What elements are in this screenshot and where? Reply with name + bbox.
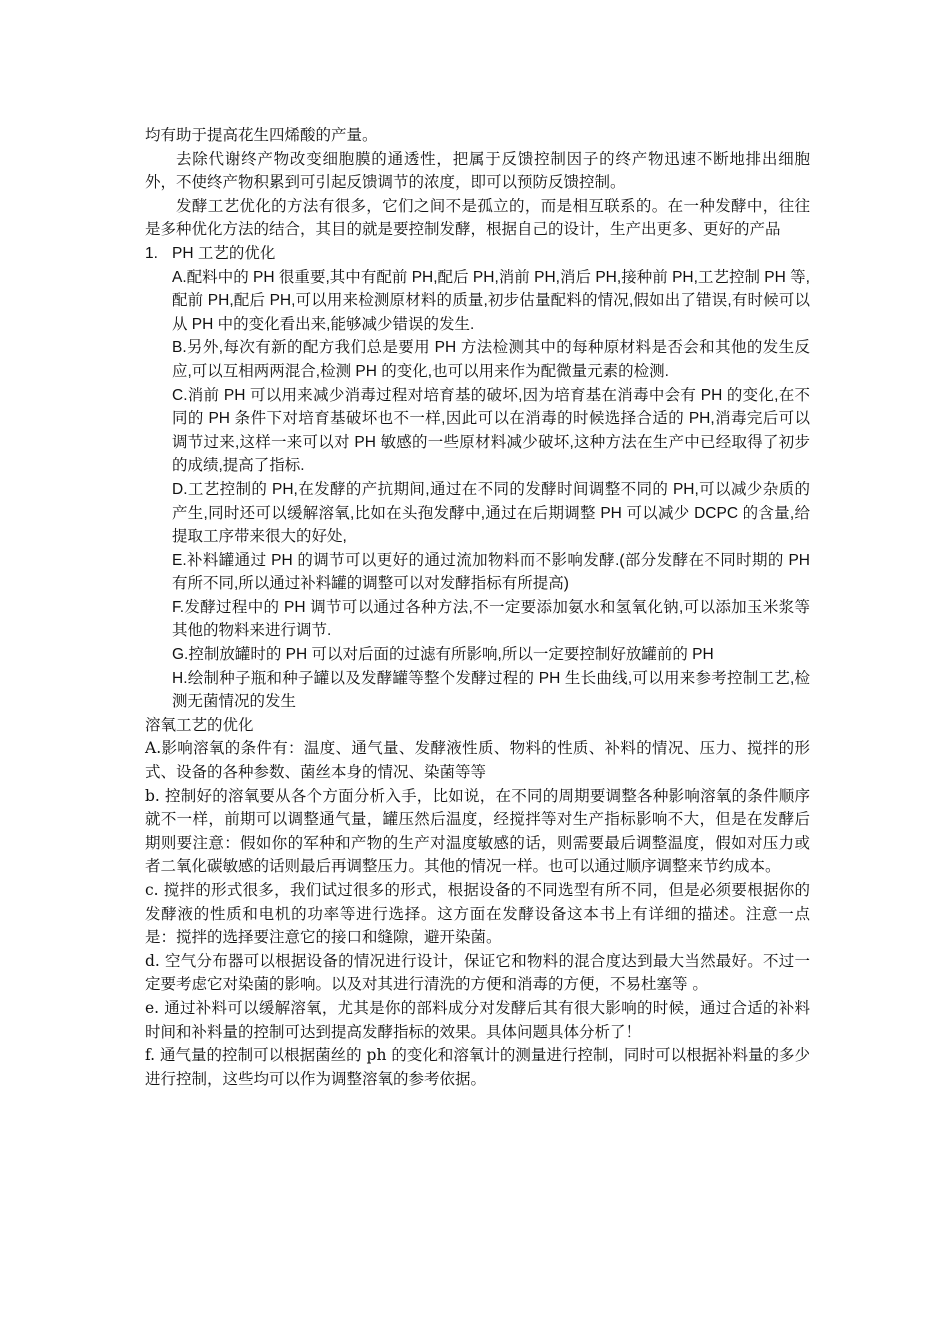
ph-item-c: C.消前 PH 可以用来减少消毒过程对培育基的破坏,因为培育基在消毒中会有 PH 的变化,在不同的 PH 条件下对培育基破坏也不一样,因此可以在消毒的时候选择合适的 PH,消毒完后可以调节过来,这样一来可以对 PH 敏感的一些原材料减少破坏,这种方法在生产中已经取得了初步的成绩,提高了指标. — [172, 386, 810, 475]
do-item-a: A.影响溶氧的条件有：温度、通气量、发酵液性质、物料的性质、补料的情况、压力、搅拌的形式、设备的各种参数、菌丝本身的情况、染菌等等 — [145, 739, 810, 782]
do-item-b: b. 控制好的溶氧要从各个方面分析入手，比如说，在不同的周期要调整各种影响溶氧的条件顺序就不一样，前期可以调整通气量，罐压然后温度，经搅拌等对生产指标影响不大，但是在发酵后期则要注意：假如你的军种和产物的生产对温度敏感的话，则需要最后调整温度，假如对压力或者二氧化碳敏感的话则最后再调整压力。其他的情况一样。也可以通过顺序调整来节约成本。 — [145, 786, 810, 876]
do-item-e: e. 通过补料可以缓解溶氧，尤其是你的部料成分对发酵后其有很大影响的时候，通过合适的补料时间和补料量的控制可达到提高发酵指标的效果。具体问题具体分析了！ — [145, 998, 810, 1041]
ph-section-heading — [145, 242, 810, 266]
intro-paragraph-1: 均有助于提高花生四烯酸的产量。 — [145, 126, 378, 144]
do-item-c: c. 搅拌的形式很多，我们试过很多的形式，根据设备的不同选型有所不同，但是必须要根据你的发酵液的性质和电机的功率等进行选择。这方面在发酵设备这本书上有详细的描述。注意一点是：搅拌的选择要注意它的接口和缝隙，避开染菌。 — [145, 881, 810, 947]
do-item-f: f. 通气量的控制可以根据菌丝的 ph 的变化和溶氧计的测量进行控制，同时可以根据补料量的多少进行控制，这些均可以作为调整溶氧的参考依据。 — [145, 1046, 810, 1088]
ph-item-h: H.绘制种子瓶和种子罐以及发酵罐等整个发酵过程的 PH 生长曲线,可以用来参考控制工艺,检测无菌情况的发生 — [172, 669, 810, 711]
ph-item-d: D.工艺控制的 PH,在发酵的产抗期间,通过在不同的发酵时间调整不同的 PH,可以减少杂质的产生,同时还可以缓解溶氧,比如在头孢发酵中,通过在后期调整 PH 可以减少 DCPC 的含量,给提取工序带来很大的好处, — [172, 480, 810, 546]
intro-paragraph-2: 去除代谢终产物改变细胞膜的通透性，把属于反馈控制因子的终产物迅速不断地排出细胞外，不使终产物积累到可引起反馈调节的浓度，即可以预防反馈控制。 — [145, 149, 810, 192]
intro-paragraph-3: 发酵工艺优化的方法有很多，它们之间不是孤立的，而是相互联系的。在一种发酵中，往往是多种优化方法的结合，其目的就是要控制发酵，根据自己的设计，生产出更多、更好的产品 — [145, 196, 810, 239]
ph-section-number: 1. — [145, 244, 158, 262]
ph-item-e: E.补料罐通过 PH 的调节可以更好的通过流加物料而不影响发酵.(部分发酵在不同时期的 PH 有所不同,所以通过补料罐的调整可以对发酵指标有所提高) — [172, 551, 810, 593]
ph-item-g: G.控制放罐时的 PH 可以对后面的过滤有所影响,所以一定要控制好放罐前的 PH — [172, 646, 714, 664]
ph-item-b: B.另外,每次有新的配方我们总是要用 PH 方法检测其中的每种原材料是否会和其他的发生反应,可以互相两两混合,检测 PH 的变化,也可以用来作为配微量元素的检测. — [172, 339, 810, 380]
do-item-d: d. 空气分布器可以根据设备的情况进行设计，保证它和物料的混合度达到最大当然最好。不过一定要考虑它对染菌的影响。以及对其进行清洗的方便和消毒的方便，不易杜塞等 。 — [145, 951, 810, 994]
ph-section-title: PH 工艺的优化 — [172, 244, 276, 262]
ph-item-f: F.发酵过程中的 PH 调节可以通过各种方法,不一定要添加氨水和氢氧化钠,可以添加玉米浆等其他的物料来进行调节. — [172, 598, 810, 640]
do-section-title: 溶氧工艺的优化 — [145, 715, 254, 734]
ph-item-a: A.配料中的 PH 很重要,其中有配前 PH,配后 PH,消前 PH,消后 PH,接种前 PH,工艺控制 PH 等,配前 PH,配后 PH,可以用来检测原材料的质量,初步估量配料的情况,假如出了错误,有时候可以从 PH 中的变化看出来,能够减少错误的发生. — [172, 268, 810, 333]
